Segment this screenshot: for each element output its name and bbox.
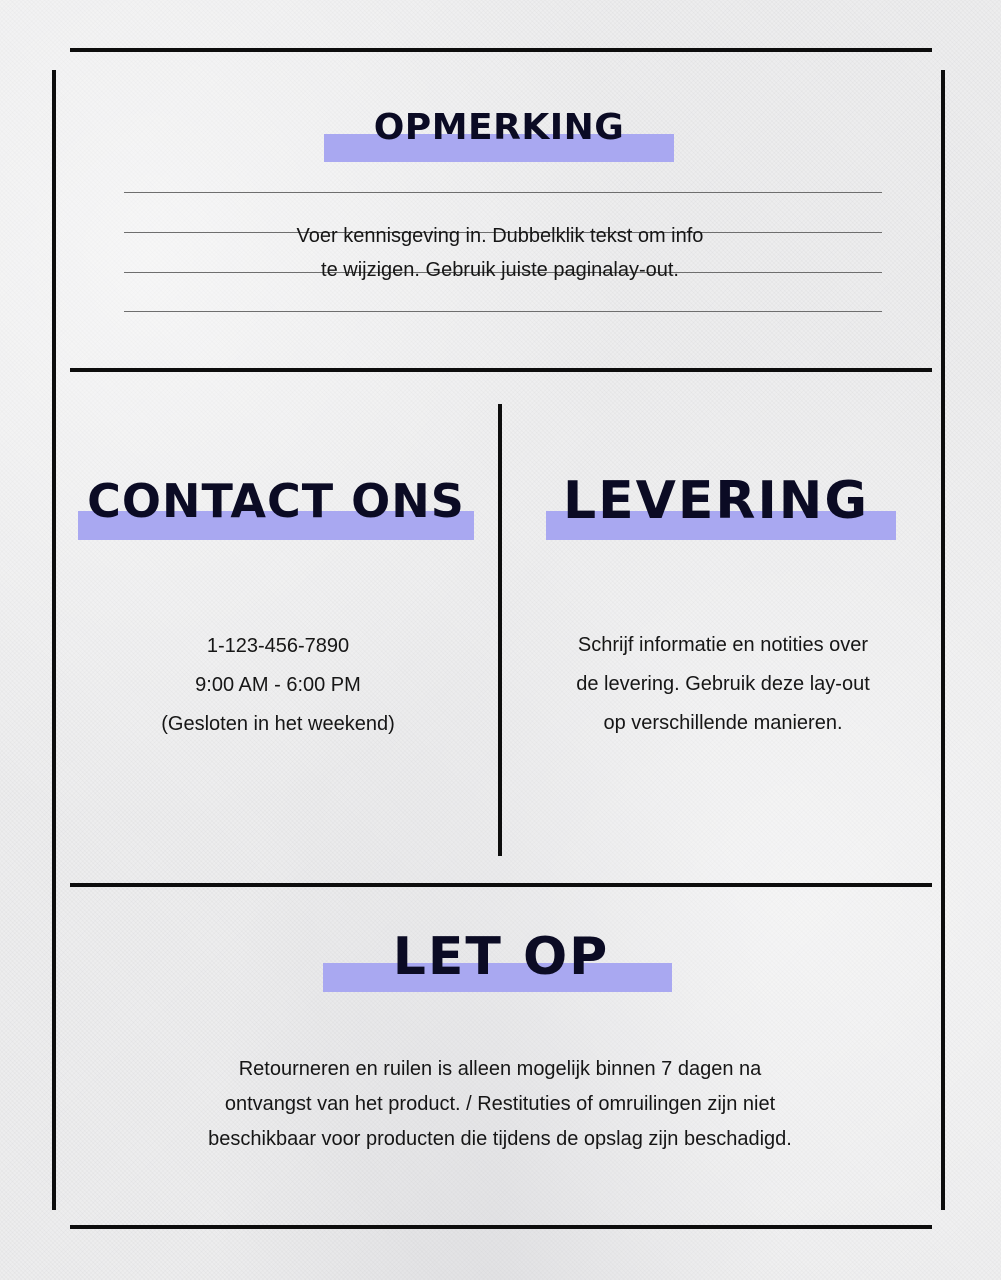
let-op-body [100,1052,900,1157]
levering-line: op verschillende manieren. [603,712,843,734]
levering-title: LEVERING [562,471,869,531]
divider-before-let-op [70,883,932,887]
contact-title: CONTACT ONS [87,474,465,528]
opmerking-line: Voer kennisgeving in. Dubbelklik tekst om info [296,225,704,247]
left-border [52,70,56,1210]
contact-hours: 9:00 AM - 6:00 PM [195,674,361,696]
levering-body [523,626,923,743]
writing-line [124,192,882,193]
top-border [70,48,932,52]
contact-phone: 1-123-456-7890 [206,635,350,657]
column-divider [498,404,502,856]
let-op-line: Retourneren en ruilen is alleen mogelijk binnen 7 dagen na [238,1058,762,1080]
bottom-border [70,1225,932,1229]
contact-body [78,627,478,744]
levering-line: de levering. Gebruik deze lay-out [576,673,870,695]
let-op-title: LET OP [392,927,610,987]
right-border [941,70,945,1210]
divider-after-opmerking [70,368,932,372]
opmerking-line: te wijzigen. Gebruik juiste paginalay-out. [321,259,679,281]
let-op-line: beschikbaar voor producten die tijdens de opslag zijn beschadigd. [208,1128,792,1150]
opmerking-title: OPMERKING [373,107,625,148]
opmerking-body [150,219,850,287]
levering-line: Schrijf informatie en notities over [577,634,869,656]
contact-closed-note: (Gesloten in het weekend) [161,713,395,735]
writing-line [124,311,882,312]
let-op-line: ontvangst van het product. / Restituties of omruilingen zijn niet [224,1093,776,1115]
